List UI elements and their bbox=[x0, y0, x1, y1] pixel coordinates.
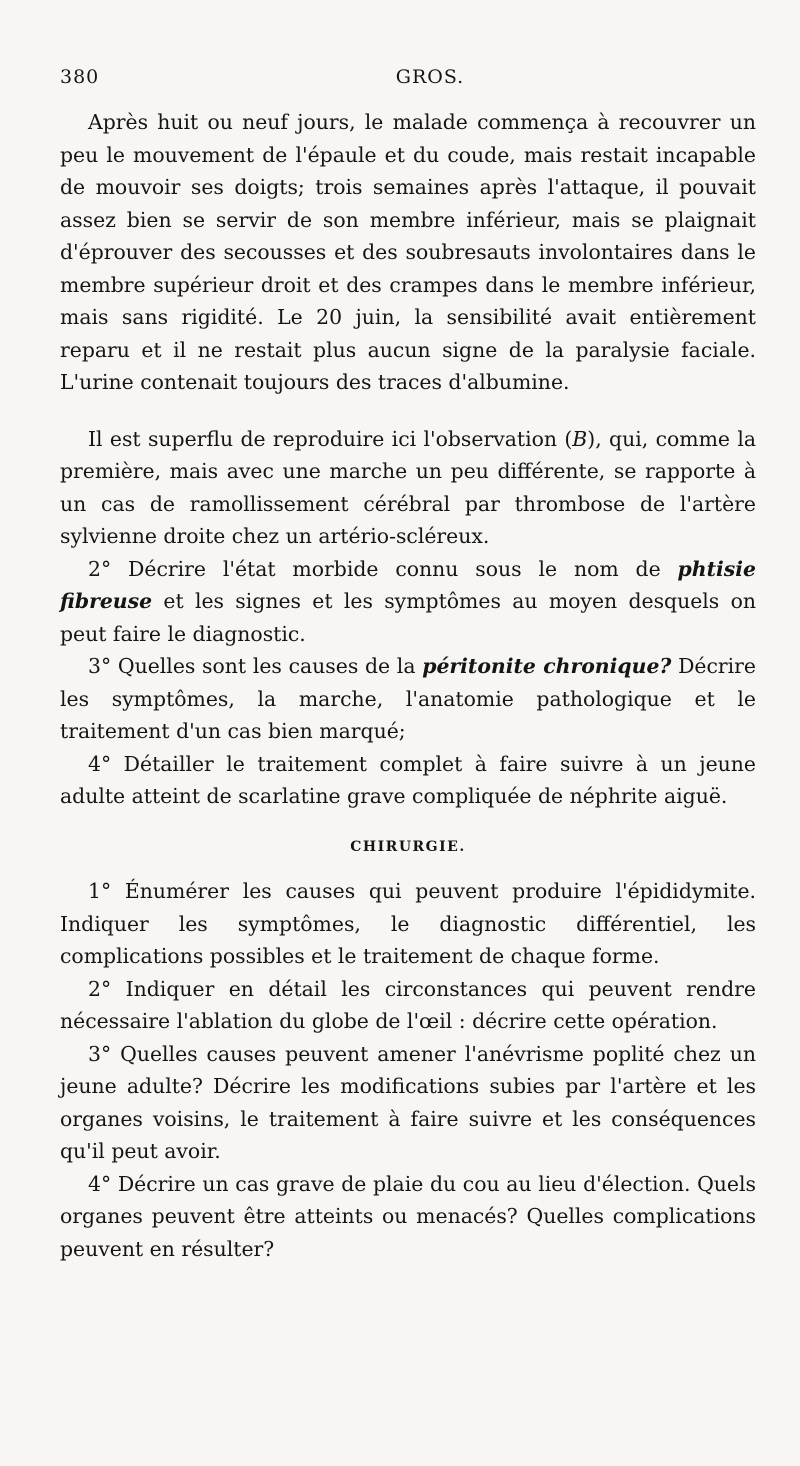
section-heading-chirurgie: CHIRURGIE. bbox=[350, 838, 466, 855]
medicine-question-4: 4° Détailler le traitement complet à faire suivre à un jeune adulte atteint de scarlatine grave compliquée de néphrite aiguë. bbox=[60, 751, 756, 808]
term-peritonite-chronique: péritonite chronique? bbox=[422, 654, 672, 678]
medicine-question-2-rest: et les signes et les symptômes au moyen desquels on peut faire le diagnostic. bbox=[60, 589, 756, 646]
surgery-question-2: 2° Indiquer en détail les circonstances qui peuvent rendre nécessaire l'ablation du globe de l'œil : décrire cette opération. bbox=[60, 976, 756, 1033]
medicine-question-3 bbox=[60, 650, 756, 748]
page-header bbox=[60, 66, 760, 96]
surgery-question-3: 3° Quelles causes peuvent amener l'anévrisme poplité chez un jeune adulte? Décrire les modifications subies par l'artère et les organes voisins, le traitement à faire suivre et les conséquences qu'il peut avoir. bbox=[60, 1041, 756, 1163]
running-title: GROS. bbox=[395, 66, 465, 88]
medicine-question-2 bbox=[60, 553, 756, 651]
surgery-question-1: 1° Énumérer les causes qui peuvent produire l'épididymite. Indiquer les symptômes, le diagnostic différentiel, les complications possibles et le traitement de chaque forme. bbox=[60, 879, 756, 968]
term-phtisie-fibreuse: phtisie fibreuse bbox=[60, 556, 756, 613]
paragraph-case-report: Après huit ou neuf jours, le malade commença à recouvrer un peu le mouvement de l'épaule et du coude, mais restait incapable de mouvoir ses doigts; trois semaines après l'attaque, il pouvait assez bien se servir de son membre inférieur, mais se plaignait d'éprouver des secousses et des soubresauts involontaires dans le membre supérieur droit et des crampes dans le membre inférieur, mais sans rigidité. Le 20 juin, la sensibilité avait entièrement reparu et il ne restait plus aucun signe de la paralysie faciale. L'urine contenait toujours des traces d'albumine. bbox=[60, 110, 756, 394]
paragraph-observation-text-a: Il est superflu de reproduire ici l'observation ( bbox=[88, 426, 573, 451]
medicine-question-3-lead: 3° Quelles sont les causes de la bbox=[88, 654, 423, 678]
medicine-question-3-rest: Décrire les symptômes, la marche, l'anatomie pathologique et le traitement d'un cas bien marqué; bbox=[60, 654, 756, 743]
observation-letter: B bbox=[572, 426, 588, 451]
page-body bbox=[60, 106, 756, 1265]
medicine-question-2-lead: 2° Décrire l'état morbide connu sous le nom de bbox=[88, 556, 678, 581]
page-number: 380 bbox=[60, 66, 100, 88]
paragraph-observation bbox=[60, 423, 756, 553]
surgery-question-4: 4° Décrire un cas grave de plaie du cou au lieu d'élection. Quels organes peuvent être atteints ou menacés? Quelles complications peuvent en résulter? bbox=[60, 1171, 756, 1261]
paragraph-observation-text-b: ), qui, comme la première, mais avec une marche un peu différente, se rapporte à un cas de ramollissement cérébral par thrombose de l'artère sylvienne droite chez un artério-scléreux. bbox=[60, 426, 757, 548]
